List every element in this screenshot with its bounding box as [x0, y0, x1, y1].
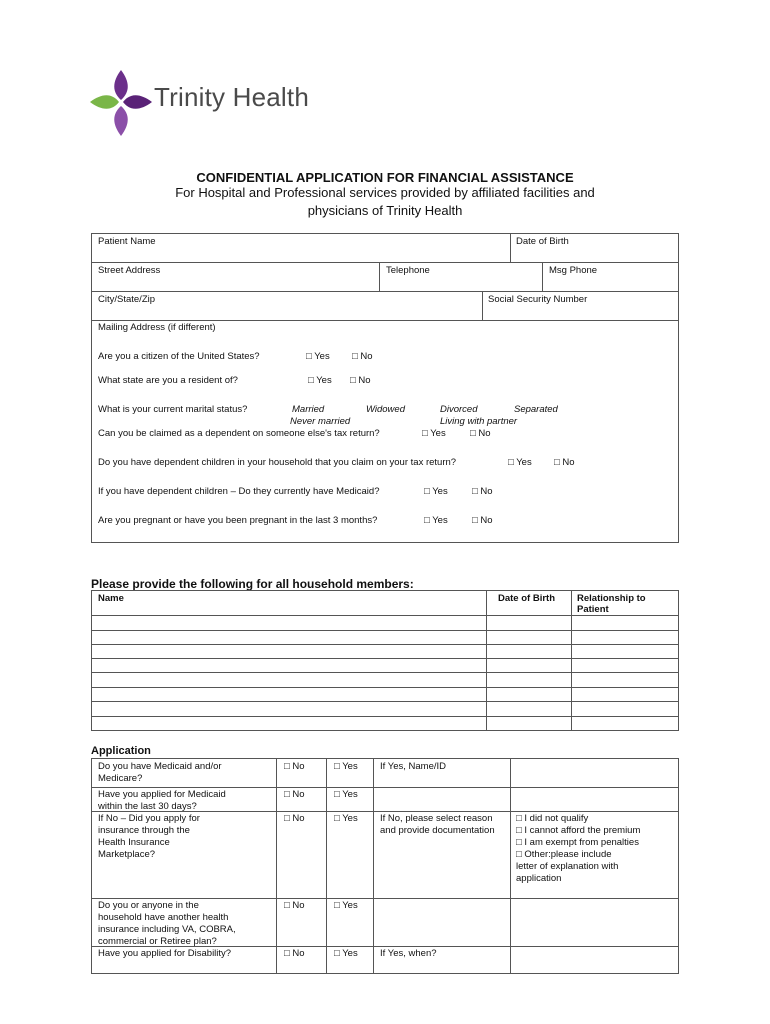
app-q4-yes-checkbox[interactable]: □ Yes	[334, 900, 358, 911]
app-q4-line3: insurance including VA, COBRA,	[98, 924, 236, 935]
app-q3-note-line2: and provide documentation	[380, 825, 495, 836]
app-q3-no-checkbox[interactable]: □ No	[284, 813, 305, 824]
logo-text: Trinity Health	[154, 82, 309, 112]
ssn-field[interactable]: Social Security Number	[488, 294, 588, 305]
application-heading: Application	[91, 745, 151, 757]
marital-option-living-with-partner[interactable]: Living with partner	[440, 416, 518, 427]
app-q1-line2: Medicare?	[98, 773, 143, 784]
marital-option-separated[interactable]: Separated	[514, 404, 558, 415]
app-q3-line3: Health Insurance	[98, 837, 170, 848]
marital-option-widowed[interactable]: Widowed	[366, 404, 405, 415]
app-q1-yes-checkbox[interactable]: □ Yes	[334, 761, 358, 772]
patient-name-field[interactable]: Patient Name	[98, 236, 156, 247]
children-medicaid-no-checkbox[interactable]: □ No	[472, 486, 493, 497]
form-subtitle-line1: For Hospital and Professional services provided by affiliated facilities and	[175, 185, 595, 200]
pregnant-yes-checkbox[interactable]: □ Yes	[424, 515, 448, 526]
resident-yes-checkbox[interactable]: □ Yes	[308, 375, 332, 386]
app-q1-line1: Do you have Medicaid and/or	[98, 761, 222, 772]
dependent-yes-checkbox[interactable]: □ Yes	[422, 428, 446, 439]
children-medicaid-question: If you have dependent children – Do they currently have Medicaid?	[98, 486, 380, 497]
app-q2-line1: Have you applied for Medicaid	[98, 789, 226, 800]
app-q4-line1: Do you or anyone in the	[98, 900, 199, 911]
app-q2-yes-checkbox[interactable]: □ Yes	[334, 789, 358, 800]
marital-option-married[interactable]: Married	[292, 404, 325, 415]
form-title: CONFIDENTIAL APPLICATION FOR FINANCIAL ASSISTANCE	[196, 170, 574, 185]
reason-other[interactable]: □ Other:please include	[516, 849, 612, 860]
marital-option-divorced[interactable]: Divorced	[440, 404, 478, 415]
msg-phone-field[interactable]: Msg Phone	[549, 265, 598, 276]
children-medicaid-yes-checkbox[interactable]: □ Yes	[424, 486, 448, 497]
citizen-no-checkbox[interactable]: □ No	[352, 351, 373, 362]
app-q5-note: If Yes, when?	[380, 948, 437, 959]
resident-question: What state are you a resident of?	[98, 375, 238, 386]
dependent-no-checkbox[interactable]: □ No	[470, 428, 491, 439]
reason-other-line3: application	[516, 873, 562, 884]
citizen-question: Are you a citizen of the United States?	[98, 351, 260, 362]
app-q1-note: If Yes, Name/ID	[380, 761, 447, 772]
telephone-field[interactable]: Telephone	[386, 265, 430, 276]
dependent-children-yes-checkbox[interactable]: □ Yes	[508, 457, 532, 468]
marital-question: What is your current marital status?	[98, 404, 248, 415]
app-q3-line2: insurance through the	[98, 825, 190, 836]
dependent-children-no-checkbox[interactable]: □ No	[554, 457, 575, 468]
pregnant-question: Are you pregnant or have you been pregnant in the last 3 months?	[98, 515, 378, 526]
app-q2-line2: within the last 30 days?	[98, 801, 197, 812]
app-q4-line2: household have another health	[98, 912, 229, 923]
trinity-cross-icon	[88, 68, 154, 138]
household-col-name: Name	[98, 593, 124, 604]
trinity-health-logo	[88, 68, 318, 138]
reason-cannot-afford[interactable]: □ I cannot afford the premium	[516, 825, 641, 836]
reason-did-not-qualify[interactable]: □ I did not qualify	[516, 813, 589, 824]
reason-exempt[interactable]: □ I am exempt from penalties	[516, 837, 639, 848]
app-q5-no-checkbox[interactable]: □ No	[284, 948, 305, 959]
household-col-dob: Date of Birth	[498, 593, 555, 604]
app-q1-no-checkbox[interactable]: □ No	[284, 761, 305, 772]
app-q2-no-checkbox[interactable]: □ No	[284, 789, 305, 800]
resident-no-checkbox[interactable]: □ No	[350, 375, 371, 386]
mailing-address-field[interactable]: Mailing Address (if different)	[98, 322, 216, 333]
pregnant-no-checkbox[interactable]: □ No	[472, 515, 493, 526]
city-state-zip-field[interactable]: City/State/Zip	[98, 294, 156, 305]
citizen-yes-checkbox[interactable]: □ Yes	[306, 351, 330, 362]
marital-option-never-married[interactable]: Never married	[290, 416, 351, 427]
app-q5-yes-checkbox[interactable]: □ Yes	[334, 948, 358, 959]
app-q4-line4: commercial or Retiree plan?	[98, 936, 217, 947]
household-col-relationship-2: Patient	[577, 604, 609, 615]
app-q3-line1: If No – Did you apply for	[98, 813, 200, 824]
app-q3-note-line1: If No, please select reason	[380, 813, 493, 824]
household-col-relationship: Relationship to	[577, 593, 646, 604]
form-subtitle-line2: physicians of Trinity Health	[307, 203, 463, 218]
street-address-field[interactable]: Street Address	[98, 265, 161, 276]
dependent-question: Can you be claimed as a dependent on someone else's tax return?	[98, 428, 380, 439]
household-heading: Please provide the following for all household members:	[91, 577, 414, 591]
date-of-birth-field[interactable]: Date of Birth	[516, 236, 569, 247]
app-q3-yes-checkbox[interactable]: □ Yes	[334, 813, 358, 824]
dependent-children-question: Do you have dependent children in your household that you claim on your tax return?	[98, 457, 457, 468]
app-q4-no-checkbox[interactable]: □ No	[284, 900, 305, 911]
app-q3-line4: Marketplace?	[98, 849, 156, 860]
reason-other-line2: letter of explanation with	[516, 861, 619, 872]
app-q5: Have you applied for Disability?	[98, 948, 232, 959]
